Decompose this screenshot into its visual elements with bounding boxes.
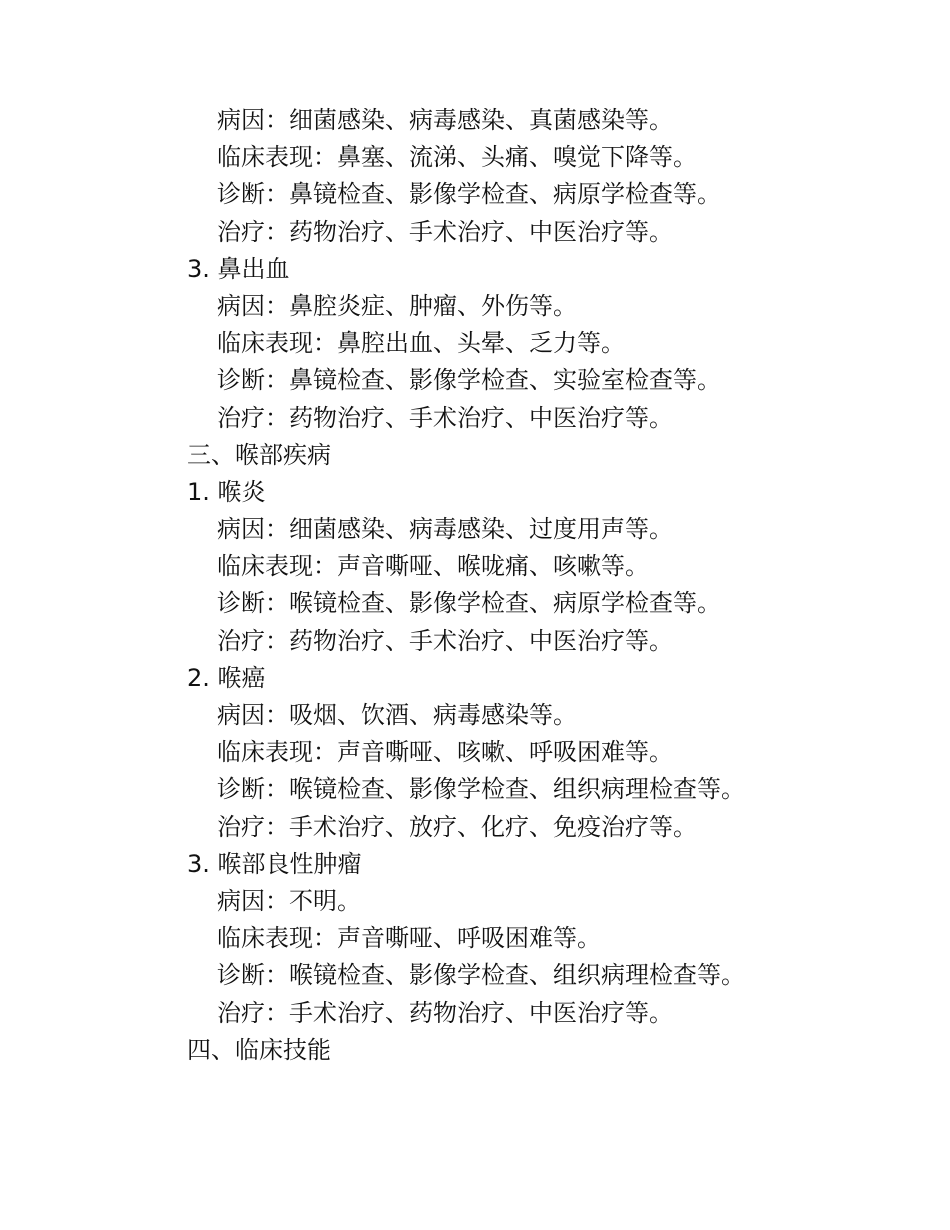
text-line: 诊断：喉镜检查、影像学检查、病原学检查等。 <box>217 589 721 618</box>
subsection-heading: 3. 鼻出血 <box>187 254 290 283</box>
text-line: 病因：鼻腔炎症、肿瘤、外伤等。 <box>217 291 577 320</box>
text-line: 病因：细菌感染、病毒感染、真菌感染等。 <box>217 106 673 134</box>
text-line: 诊断：喉镜检查、影像学检查、组织病理检查等。 <box>217 775 745 804</box>
text-line: 临床表现：声音嘶哑、咳嗽、呼吸困难等。 <box>217 738 673 767</box>
text-line: 临床表现：鼻塞、流涕、头痛、嗅觉下降等。 <box>217 143 697 172</box>
text-line: 诊断：鼻镜检查、影像学检查、病原学检查等。 <box>217 180 721 209</box>
section-heading: 三、喉部疾病 <box>187 440 331 469</box>
section-heading: 四、临床技能 <box>187 1035 331 1064</box>
text-line: 治疗：手术治疗、药物治疗、中医治疗等。 <box>217 998 673 1027</box>
text-line: 病因：吸烟、饮酒、病毒感染等。 <box>217 701 577 729</box>
text-line: 治疗：药物治疗、手术治疗、中医治疗等。 <box>217 403 673 432</box>
text-line: 病因：不明。 <box>217 886 361 915</box>
subsection-heading: 2. 喉癌 <box>187 663 266 692</box>
text-line: 临床表现：声音嘶哑、呼吸困难等。 <box>217 924 601 953</box>
text-line: 治疗：药物治疗、手术治疗、中医治疗等。 <box>217 217 673 246</box>
text-line: 临床表现：声音嘶哑、喉咙痛、咳嗽等。 <box>217 552 649 581</box>
subsection-heading: 1. 喉炎 <box>187 477 266 506</box>
text-line: 临床表现：鼻腔出血、头晕、乏力等。 <box>217 329 625 358</box>
text-line: 治疗：药物治疗、手术治疗、中医治疗等。 <box>217 626 673 655</box>
text-line: 治疗：手术治疗、放疗、化疗、免疫治疗等。 <box>217 812 697 841</box>
text-line: 病因：细菌感染、病毒感染、过度用声等。 <box>217 515 673 544</box>
subsection-heading: 3. 喉部良性肿瘤 <box>187 849 362 878</box>
document-body <box>187 102 887 1069</box>
text-line: 诊断：喉镜检查、影像学检查、组织病理检查等。 <box>217 961 745 990</box>
text-line: 诊断：鼻镜检查、影像学检查、实验室检查等。 <box>217 366 721 395</box>
